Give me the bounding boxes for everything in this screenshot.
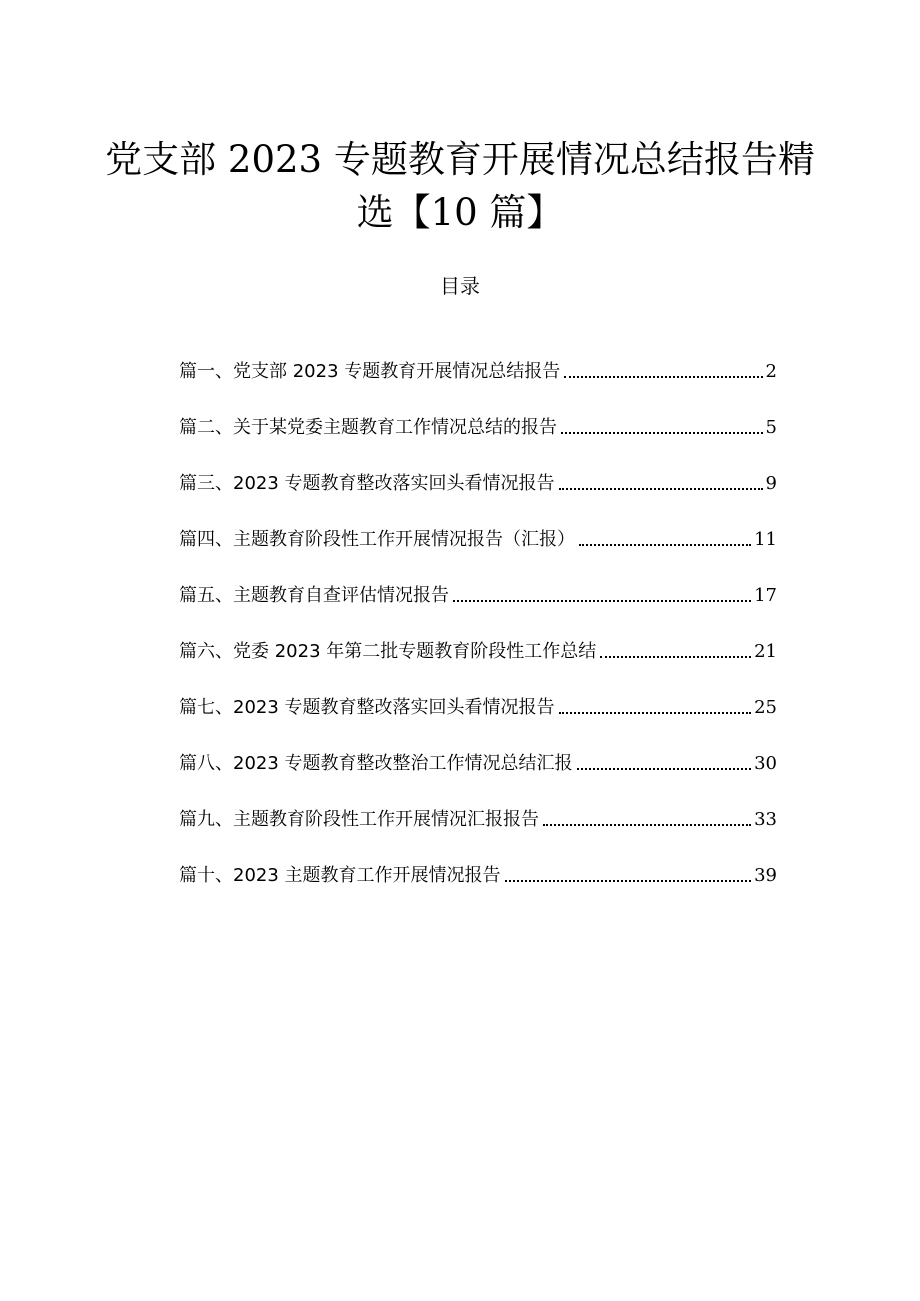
- toc-dot-leader: [505, 880, 752, 882]
- table-of-contents: [179, 330, 777, 890]
- toc-entry-page: 5: [765, 417, 777, 438]
- toc-entry[interactable]: [179, 722, 777, 778]
- toc-entry-label: 篇一、党支部 2023 专题教育开展情况总结报告: [179, 361, 561, 382]
- toc-entry[interactable]: [179, 498, 777, 554]
- toc-entry-page: 17: [754, 585, 777, 606]
- toc-dot-leader: [559, 712, 752, 714]
- toc-entry[interactable]: [179, 834, 777, 890]
- toc-entry-label: 篇十、2023 主题教育工作开展情况报告: [179, 865, 501, 886]
- toc-heading: 目录: [440, 274, 480, 298]
- toc-entry[interactable]: [179, 386, 777, 442]
- toc-dot-leader: [453, 600, 751, 602]
- toc-entry[interactable]: [179, 330, 777, 386]
- toc-entry[interactable]: [179, 666, 777, 722]
- toc-dot-leader: [579, 544, 751, 546]
- toc-dot-leader: [543, 824, 751, 826]
- toc-entry-page: 2: [765, 361, 777, 382]
- document-title-line-2: 选【10 篇】: [356, 191, 564, 234]
- toc-entry-label: 篇二、关于某党委主题教育工作情况总结的报告: [179, 417, 557, 438]
- toc-entry-page: 11: [754, 529, 777, 550]
- toc-dot-leader: [561, 432, 763, 434]
- toc-entry-label: 篇八、2023 专题教育整改整治工作情况总结汇报: [179, 753, 573, 774]
- toc-entry-label: 篇六、党委 2023 年第二批专题教育阶段性工作总结: [179, 641, 597, 662]
- toc-entry-label: 篇九、主题教育阶段性工作开展情况汇报报告: [179, 809, 539, 830]
- toc-entry-label: 篇七、2023 专题教育整改落实回头看情况报告: [179, 697, 555, 718]
- toc-dot-leader: [559, 488, 763, 490]
- toc-dot-leader: [600, 656, 751, 658]
- toc-entry-label: 篇四、主题教育阶段性工作开展情况报告（汇报）: [179, 529, 575, 550]
- toc-entry[interactable]: [179, 442, 777, 498]
- document-title-line-1: 党支部 2023 专题教育开展情况总结报告精: [105, 138, 815, 181]
- toc-entry[interactable]: [179, 554, 777, 610]
- toc-entry-page: 33: [754, 809, 777, 830]
- toc-entry-page: 30: [754, 753, 777, 774]
- toc-entry-label: 篇三、2023 专题教育整改落实回头看情况报告: [179, 473, 555, 494]
- toc-entry-page: 39: [754, 865, 777, 886]
- toc-dot-leader: [564, 376, 762, 378]
- toc-dot-leader: [577, 768, 752, 770]
- toc-entry-page: 25: [754, 697, 777, 718]
- toc-entry-label: 篇五、主题教育自查评估情况报告: [179, 585, 449, 606]
- toc-entry[interactable]: [179, 610, 777, 666]
- toc-entry-page: 21: [754, 641, 777, 662]
- toc-entry-page: 9: [765, 473, 777, 494]
- toc-entry[interactable]: [179, 778, 777, 834]
